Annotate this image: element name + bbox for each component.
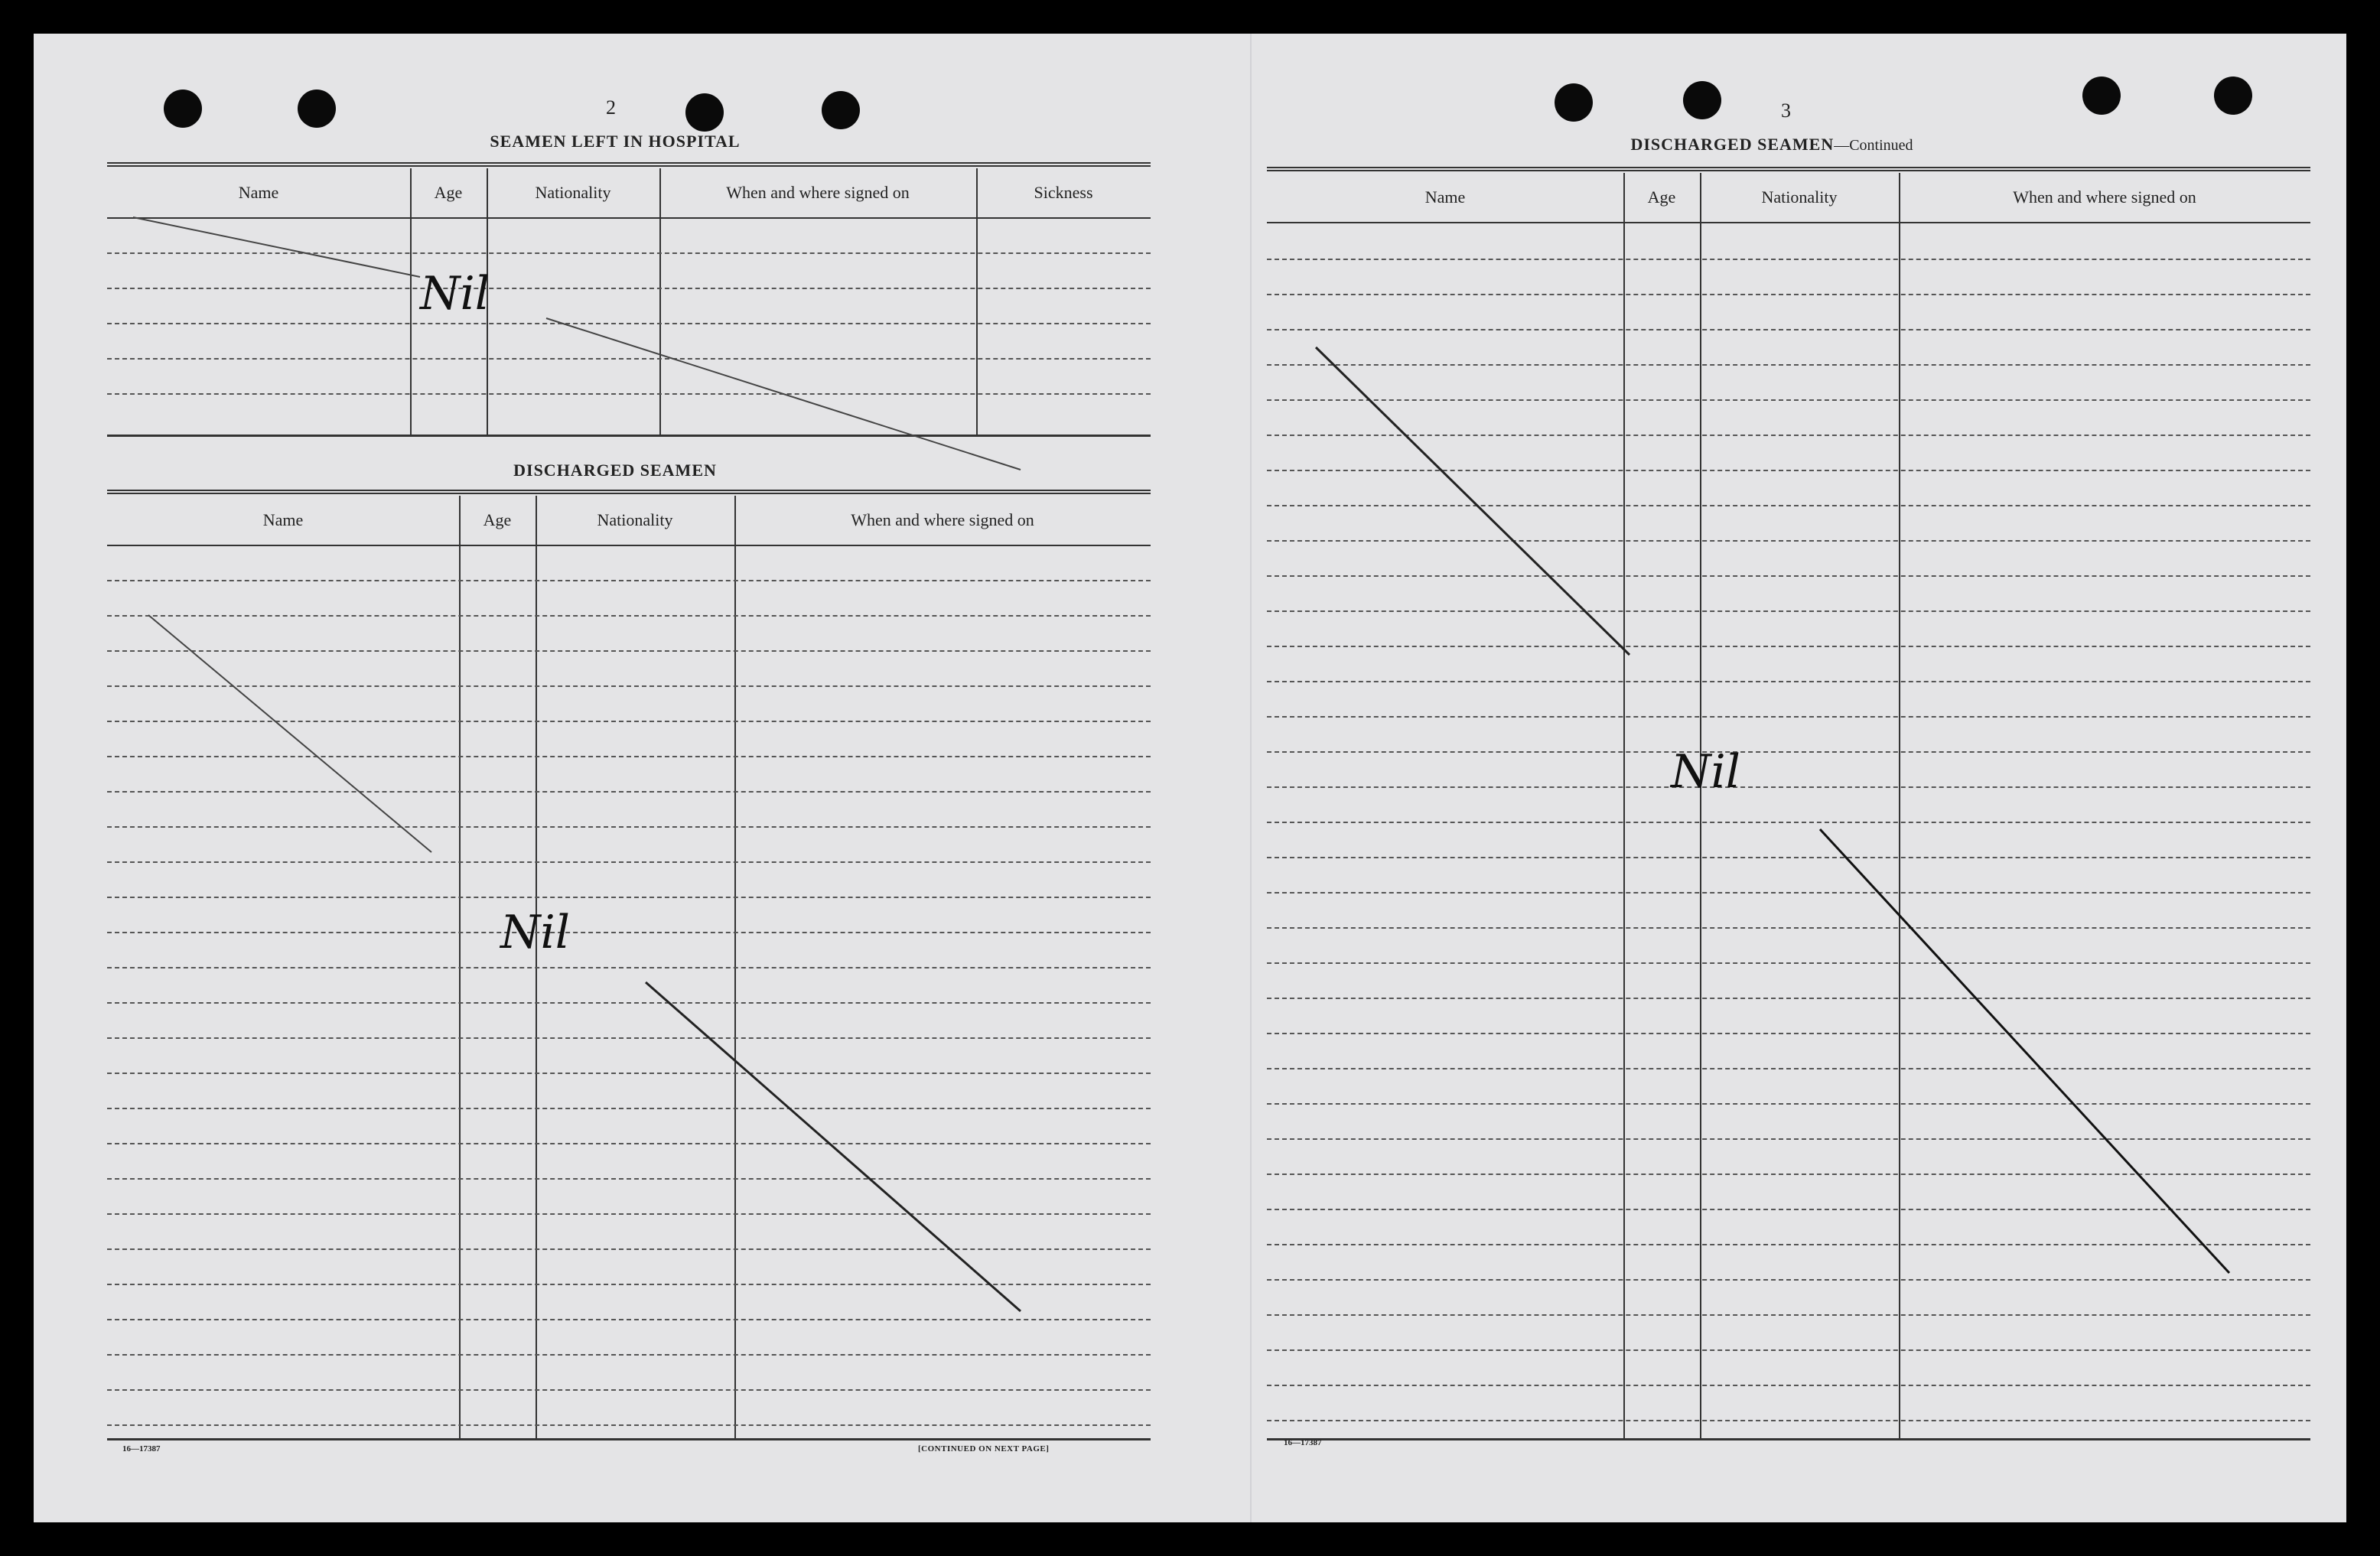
column-header-nationality: Nationality xyxy=(535,183,611,202)
handwritten-nil: Nil xyxy=(1671,745,1740,799)
column-header-age: Age xyxy=(1647,187,1676,207)
strike-line xyxy=(1820,829,2229,1273)
left-page-number: 2 xyxy=(606,96,616,119)
strike-line xyxy=(148,615,431,852)
strike-line xyxy=(1316,347,1630,655)
strike-line xyxy=(546,318,1021,470)
document-sheet xyxy=(34,34,2346,1522)
column-header-sickness: Sickness xyxy=(1034,183,1093,202)
column-header-name: Name xyxy=(238,183,279,202)
column-header-signed-on: When and where signed on xyxy=(851,510,1034,529)
column-header-signed-on: When and where signed on xyxy=(726,183,910,202)
column-header-nationality: Nationality xyxy=(1761,187,1838,207)
right-page-number: 3 xyxy=(1781,99,1791,122)
discharged-section-title: DISCHARGED SEAMEN xyxy=(513,461,717,480)
column-header-name: Name xyxy=(262,510,304,529)
strike-line xyxy=(646,982,1021,1311)
title-suffix: —Continued xyxy=(1834,137,1913,154)
handwriting-layer xyxy=(34,34,2346,1522)
column-header-nationality: Nationality xyxy=(597,510,673,529)
right-form-number: 16—17387 xyxy=(1284,1438,1322,1447)
title-main: DISCHARGED SEAMEN xyxy=(1630,135,1835,154)
strike-line xyxy=(133,217,420,277)
column-header-signed-on: When and where signed on xyxy=(2013,187,2196,207)
left-form-number: 16—17387 xyxy=(122,1444,161,1453)
handwritten-nil: Nil xyxy=(500,906,570,959)
handwritten-nil: Nil xyxy=(420,267,490,321)
column-header-name: Name xyxy=(1424,187,1466,207)
hospital-section-title: SEAMEN LEFT IN HOSPITAL xyxy=(490,132,741,151)
column-header-age: Age xyxy=(483,510,512,529)
continued-note: [CONTINUED ON NEXT PAGE] xyxy=(918,1444,1050,1453)
column-header-age: Age xyxy=(434,183,463,202)
